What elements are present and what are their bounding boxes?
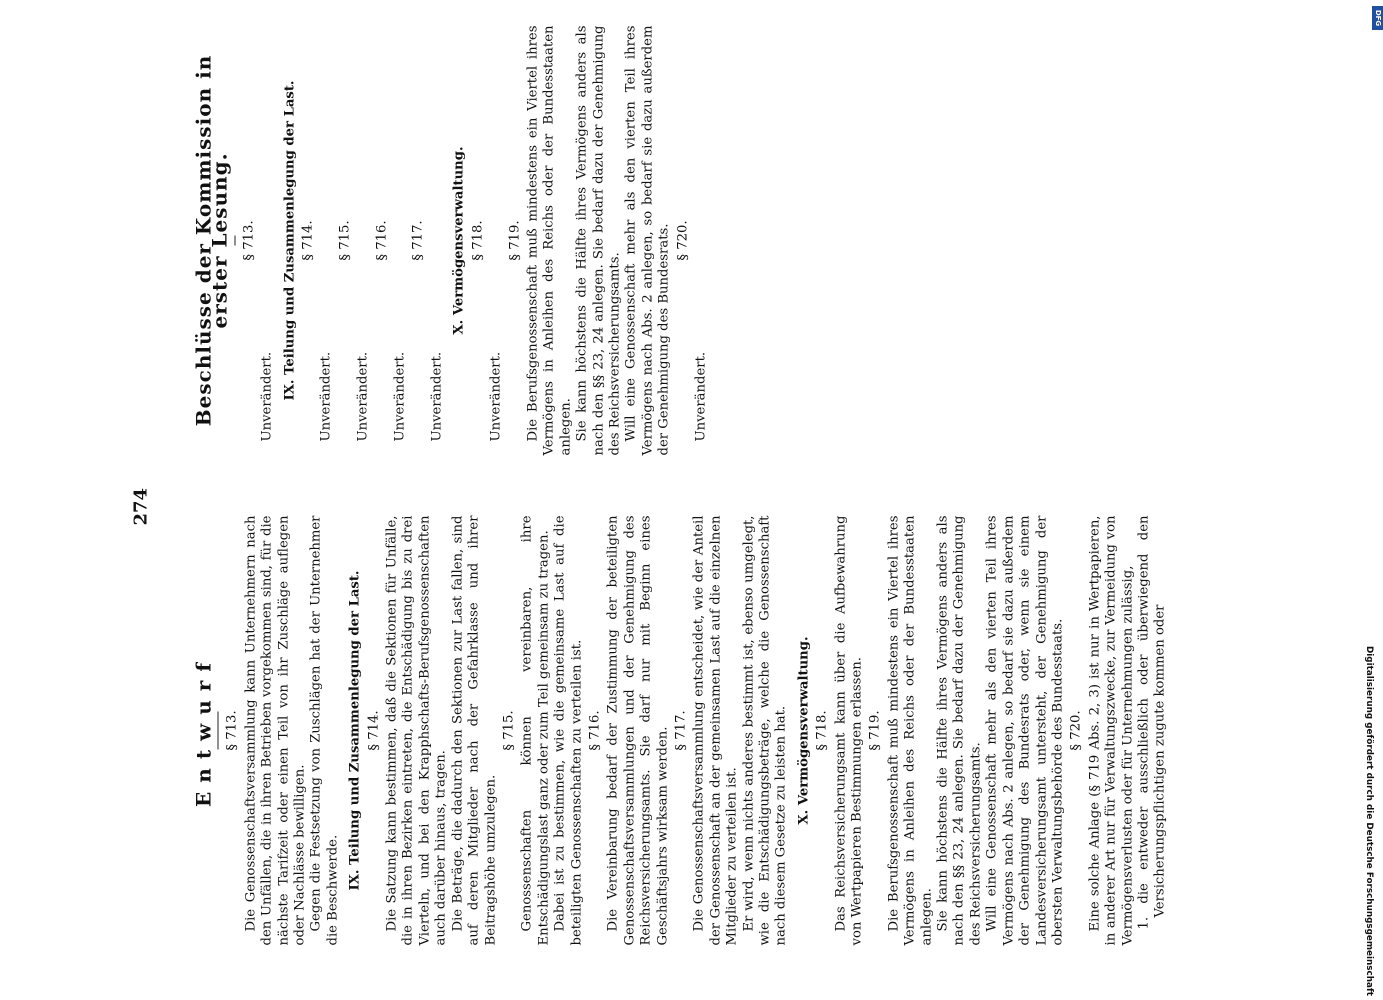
heading-rule (234, 235, 235, 245)
entwurf-text (224, 515, 1168, 945)
paragraph: Dabei ist zu bestimmen, wie die gemeinsame Last auf die beteiligten Genossenschaften zu verteilen ist. (552, 515, 584, 945)
section-number: § 713. (224, 709, 240, 751)
chapter-heading: IX. Teilung und Zusammenlegung der Last. (347, 569, 363, 891)
section-number: § 718. (814, 709, 830, 751)
paragraph: Die Vereinbarung bedarf der Zustimmung der beteiligten Genossenschaftsversammlungen und der Genehmigung des Reichsversicherungsamts. Sie darf nur mit Beginn eines Geschäftsjahrs wirksam werden. (605, 515, 670, 945)
paragraph: Die Berufsgenossenschaft muß mindestens ein Viertel ihres Vermögens in Anleihen des Reichs oder der Bundesstaaten anlegen. (524, 25, 573, 455)
paragraph: Die Genossenschaftsversammlung kann Unternehmern nach den Unfällen, die in ihren Betrieben vorgekommen sind, für die nächste Tarifzeit oder einen Teil von ihr Zuschläge auflegen oder Nachlässe bewilligen. (242, 515, 308, 945)
unchanged-note: Unverändert. (692, 351, 708, 441)
section-number: § 717. (672, 709, 688, 751)
paragraph: Die Berufsgenossenschaft muß mindestens ein Viertel ihres Vermögens in Anleihen des Reichs oder der Bundesstaaten anlegen. (885, 515, 934, 945)
paragraph: Die Beträge, die dadurch den Sektionen zur Last fallen, sind auf deren Mitglieder nach der Gefahrklasse und ihrer Beitragshöhe umzulegen. (449, 515, 498, 945)
section-number: § 720. (1068, 709, 1084, 751)
section-number: § 720. (674, 219, 690, 261)
section-number: § 715. (336, 219, 352, 261)
entwurf-column (191, 515, 1169, 945)
unchanged-note: Unverändert. (318, 351, 334, 441)
chapter-heading: X. Vermögensverwaltung. (795, 635, 811, 825)
paragraph: Genossenschaften können vereinbaren, ihre Entschädigungslast ganz oder zum Teil gemeinsam zu tragen. (519, 515, 551, 945)
section-number: § 719. (506, 219, 522, 261)
paragraph: Die Satzung kann bestimmen, daß die Sektionen für Unfälle, die in ihren Bezirken eintreten, die Entschädigung bis zu drei Vierteln, und bei den Krapphschafts-Berufsgenossenschaften auch darüber hinaus, tragen. (384, 515, 449, 945)
paragraph: Eine solche Anlage (§ 719 Abs. 2, 3) ist nur in Wertpapieren, in anderer Art nur für Verwaltungszwecke, zur Vermeidung von Vermögensverlusten oder für Unternehmungen zulässig, (1086, 515, 1135, 945)
unchanged-note: Unverändert. (259, 351, 275, 441)
page-number: 274 (130, 487, 151, 525)
entwurf-heading: Entwurf (191, 653, 215, 807)
chapter-heading: X. Vermögensverwaltung. (451, 145, 467, 335)
kommission-heading: Beschlüsse der Kommission in erster Lesung. (191, 54, 232, 426)
kommission-text (241, 25, 710, 455)
kommission-column (191, 25, 709, 455)
section-number: § 718. (469, 219, 485, 261)
unchanged-note: Unverändert. (392, 351, 408, 441)
paragraph: Das Reichsversicherungsamt kann über die Aufbewahrung von Wertpapieren Bestimmungen erlassen. (832, 515, 865, 945)
unchanged-note: Unverändert. (488, 351, 504, 441)
section-number: § 717. (410, 219, 426, 261)
paragraph: Gegen die Festsetzung von Zuschlägen hat der Unternehmer die Beschwerde. (308, 515, 340, 945)
section-number: § 713. (240, 219, 256, 261)
unchanged-note: Unverändert. (428, 351, 444, 441)
paragraph: Die Genossenschaftsversammlung entscheidet, wie der Anteil der Genossenschaft an der gemeinsamen Last auf die einzelnen Mitglieder zu verteilen ist. (691, 515, 740, 945)
chapter-heading: IX. Teilung und Zusammenlegung der Last. (281, 79, 297, 401)
dfg-funding-note: Digitalisierung gefördert durch die Deutsche Forschungsgemeinschaft (1364, 645, 1374, 996)
paragraph: Will eine Genossenschaft mehr als den vierten Teil ihres Vermögens nach Abs. 2 anlegen, so bedarf sie dazu außerdem der Genehmigung des Bundesrats oder, wenn sie einem Landesversicherungsamt untersteht, der Genehmigung der obersten Verwaltungsbehörde des Bundesstaats. (984, 515, 1065, 945)
paragraph: Er wird, wenn nichts anderes bestimmt ist, ebenso umgelegt, wie die Entschädigungsbeträge, welche die Genossenschaft nach diesem Gesetze zu leisten hat. (740, 515, 789, 945)
section-number: § 716. (586, 709, 602, 751)
section-number: § 716. (373, 219, 389, 261)
heading-rule (217, 711, 218, 749)
section-number: § 715. (500, 709, 516, 751)
dfg-logo: DFG (1372, 6, 1383, 30)
unchanged-note: Unverändert. (355, 351, 371, 441)
list-item: 1. die entweder ausschließlich oder überwiegend den Versicherungspflichtigen zugute kommen oder (1135, 515, 1168, 929)
section-number: § 719. (867, 709, 883, 751)
paragraph: Sie kann höchstens die Hälfte ihres Vermögens anders als nach den §§ 23, 24 anlegen. Sie bedarf dazu der Genehmigung des Reichsversicherungsamts. (574, 25, 622, 455)
section-number: § 714. (365, 709, 381, 751)
paragraph: Will eine Genossenschaft mehr als den vierten Teil ihres Vermögens nach Abs. 2 anlegen, so bedarf sie dazu außerdem der Genehmigung des Bundesrats. (623, 25, 672, 455)
section-number: § 714. (300, 219, 316, 261)
paragraph: Sie kann höchstens die Hälfte ihres Vermögens anders als nach den §§ 23, 24 anlegen. Sie bedarf dazu der Genehmigung des Reichsversicherungsamts. (935, 515, 983, 945)
